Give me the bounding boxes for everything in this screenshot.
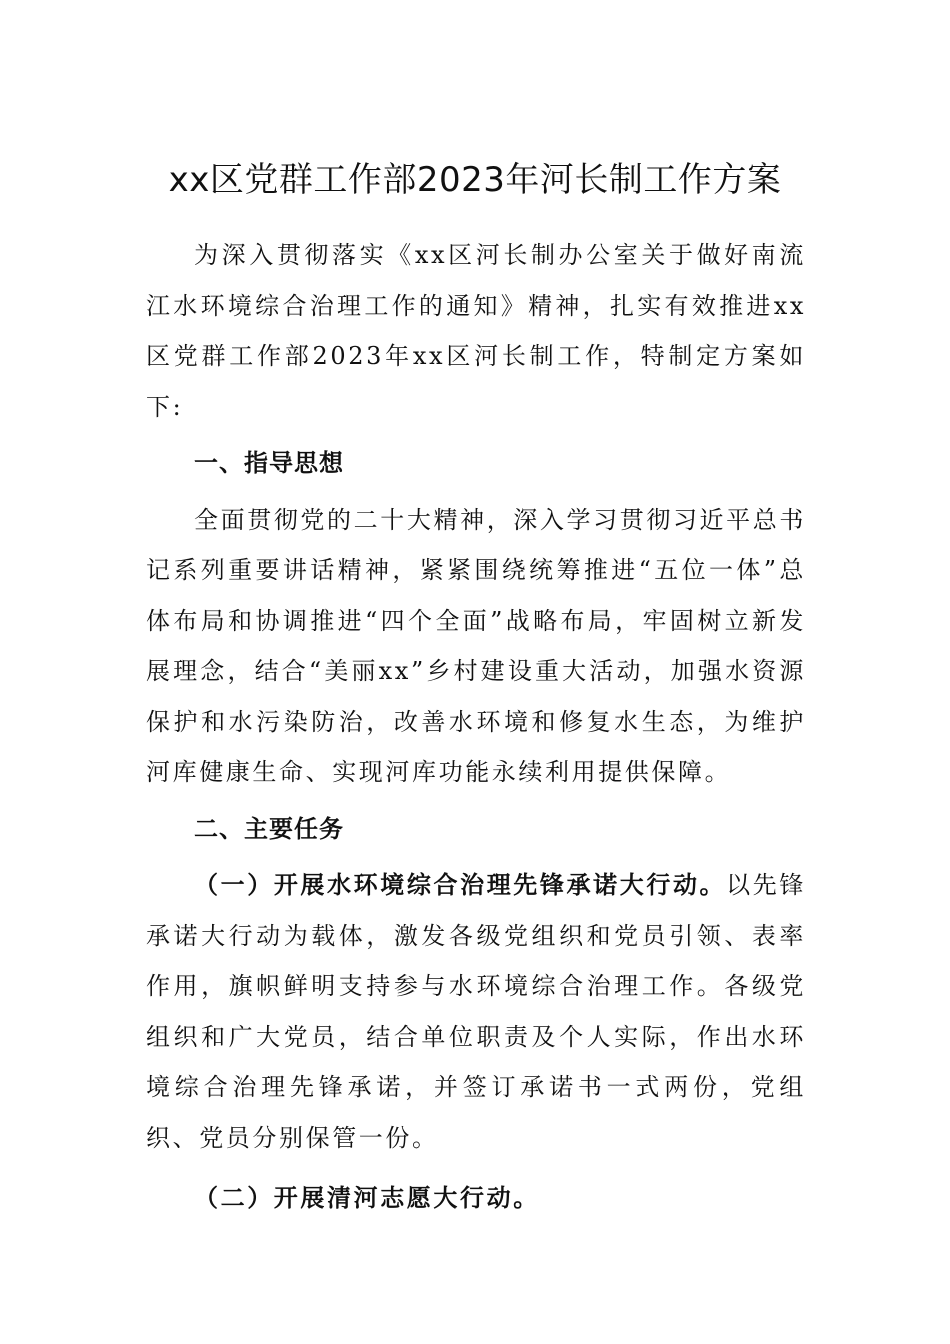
task-2-heading: （二）开展清河志愿大行动。 xyxy=(194,1183,540,1212)
section-2-heading: 二、主要任务 xyxy=(194,814,344,843)
task-1-text: 以先锋承诺大行动为载体，激发各级党组织和党员引领、表率作用，旗帜鲜明支持参与水环境综合治理工作。各级党组织和广大党员，结合单位职责及个人实际，作出水环境综合治理先锋承诺，并签订承诺书一式两份，党组织、党员分别保管一份。 xyxy=(146,871,806,1152)
document-title: xx区党群工作部2023年河长制工作方案 xyxy=(168,160,782,200)
section-1-heading: 一、指导思想 xyxy=(194,449,344,477)
document-body xyxy=(146,230,806,1224)
task-1-heading: （一）开展水环境综合治理先锋承诺大行动。 xyxy=(194,870,727,899)
intro-paragraph: 为深入贯彻落实《xx区河长制办公室关于做好南流江水环境综合治理工作的通知》精神，扎实有效推进xx区党群工作部2023年xx区河长制工作，特制定方案如下: xyxy=(146,241,806,421)
task-1-paragraph xyxy=(146,860,806,1163)
section-1-paragraph: 全面贯彻党的二十大精神，深入学习贯彻习近平总书记系列重要讲话精神，紧紧围绕统筹推进“五位一体”总体布局和协调推进“四个全面”战略布局，牢固树立新发展理念，结合“美丽xx”乡村建设重大活动，加强水资源保护和水污染防治，改善水环境和修复水生态，为维护河库健康生命、实现河库功能永续利用提供保障。 xyxy=(146,505,806,786)
